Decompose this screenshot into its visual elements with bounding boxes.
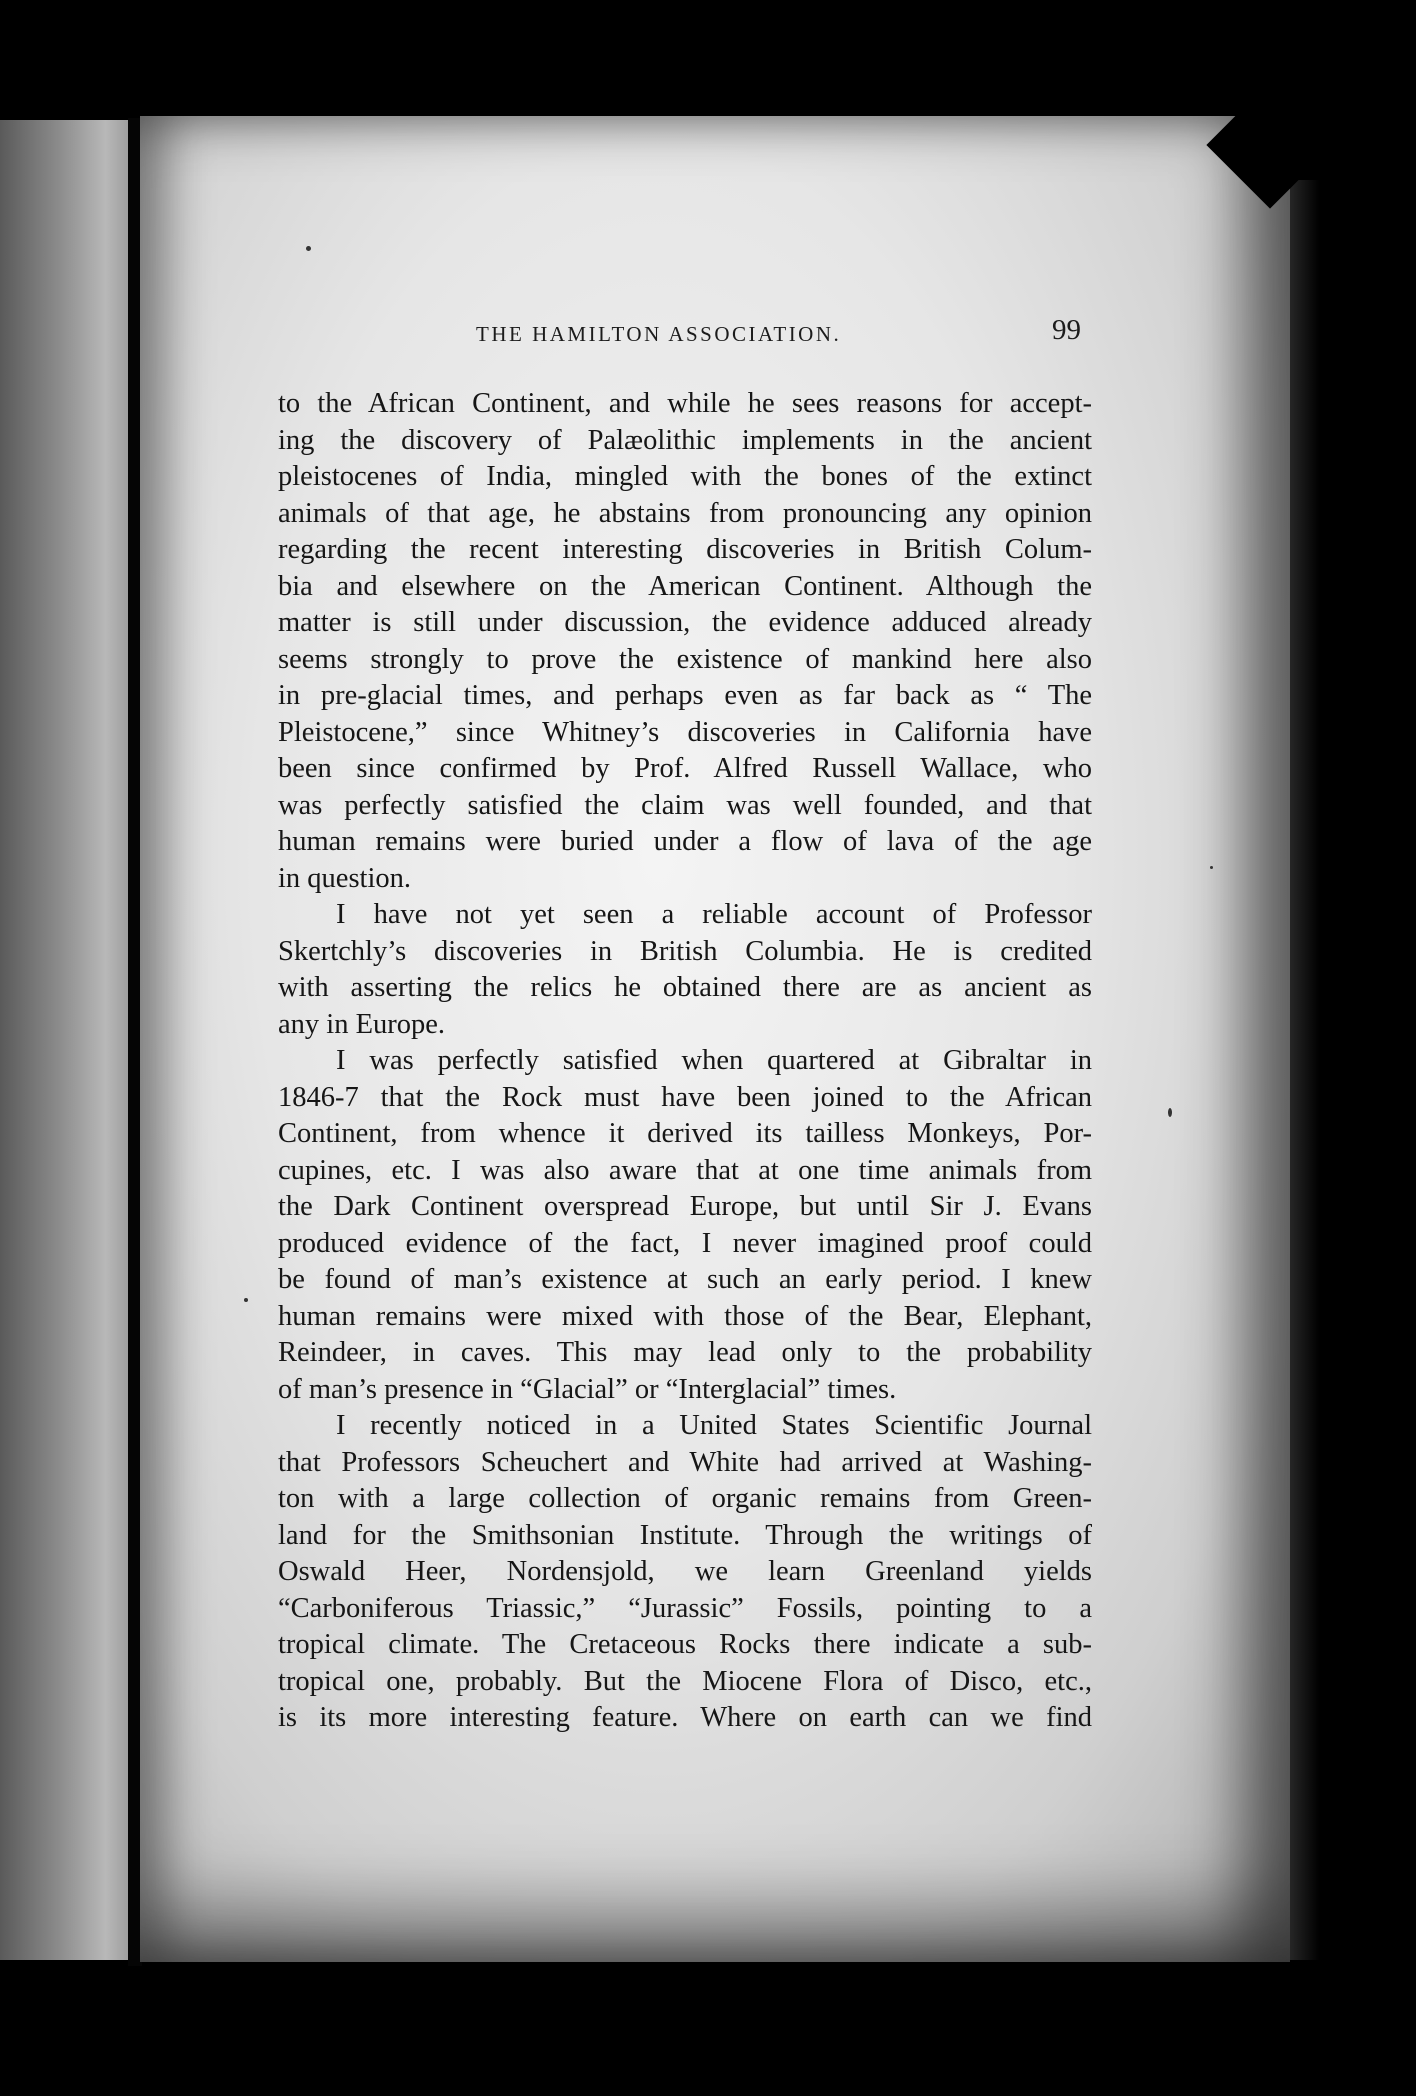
- text-line: ton with a large collection of organic remains from Green-: [278, 1483, 1092, 1514]
- text-line: be found of man’s existence at such an early period. I knew: [278, 1264, 1092, 1295]
- body-text: [278, 386, 1092, 1737]
- running-head: THE HAMILTON ASSOCIATION.: [476, 322, 842, 346]
- ink-speck: [1210, 866, 1213, 869]
- text-line: bia and elsewhere on the American Continent. Although the: [278, 570, 1092, 602]
- text-line: to the African Continent, and while he sees reasons for accept-: [278, 388, 1092, 419]
- text-line: 1846-7 that the Rock must have been joined to the African: [278, 1081, 1092, 1113]
- text-line: I was perfectly satisfied when quartered at Gibraltar in: [336, 1045, 1092, 1076]
- text-line: I recently noticed in a United States Scientific Journal: [336, 1410, 1092, 1441]
- text-line: matter is still under discussion, the evidence adduced already: [278, 607, 1092, 638]
- text-line: Pleistocene,” since Whitney’s discoveries in California have: [278, 716, 1092, 748]
- page-right-edge: [1290, 180, 1320, 1960]
- text-line: produced evidence of the fact, I never imagined proof could: [278, 1227, 1092, 1259]
- text-line: human remains were mixed with those of the Bear, Elephant,: [278, 1300, 1092, 1332]
- text-line: been since confirmed by Prof. Alfred Russell Wallace, who: [278, 753, 1092, 784]
- facing-page-edge: [0, 120, 132, 1960]
- text-line: that Professors Scheuchert and White had arrived at Washing-: [278, 1446, 1092, 1478]
- ink-speck: [1168, 1108, 1172, 1117]
- text-line: I have not yet seen a reliable account of Professor: [336, 899, 1092, 930]
- text-line: seems strongly to prove the existence of mankind here also: [278, 643, 1092, 675]
- text-line: the Dark Continent overspread Europe, but until Sir J. Evans: [278, 1191, 1092, 1222]
- text-line: of man’s presence in “Glacial” or “Interglacial” times.: [278, 1373, 897, 1405]
- text-line: human remains were buried under a flow of lava of the age: [278, 826, 1092, 857]
- text-line: any in Europe.: [278, 1008, 445, 1040]
- text-line: pleistocenes of India, mingled with the bones of the extinct: [278, 461, 1092, 492]
- ink-speck: [244, 1298, 248, 1302]
- text-line: is its more interesting feature. Where on earth can we find: [278, 1702, 1092, 1733]
- text-line: tropical one, probably. But the Miocene Flora of Disco, etc.,: [278, 1665, 1092, 1697]
- text-line: Skertchly’s discoveries in British Columbia. He is credited: [278, 935, 1092, 967]
- text-line: in pre-glacial times, and perhaps even as far back as “ The: [278, 680, 1092, 711]
- text-line: Oswald Heer, Nordensjold, we learn Greenland yields: [278, 1556, 1092, 1587]
- text-line: tropical climate. The Cretaceous Rocks there indicate a sub-: [278, 1629, 1092, 1660]
- text-line: in question.: [278, 862, 411, 894]
- text-line: Continent, from whence it derived its tailless Monkeys, Por-: [278, 1118, 1092, 1149]
- text-line: regarding the recent interesting discoveries in British Colum-: [278, 534, 1092, 565]
- ink-speck: [306, 246, 311, 251]
- text-line: Reindeer, in caves. This may lead only to the probability: [278, 1337, 1092, 1368]
- text-line: ing the discovery of Palæolithic implements in the ancient: [278, 424, 1092, 456]
- text-line: “Carboniferous Triassic,” “Jurassic” Fossils, pointing to a: [278, 1592, 1092, 1624]
- page-number: 99: [1052, 314, 1081, 346]
- text-line: cupines, etc. I was also aware that at one time animals from: [278, 1154, 1092, 1186]
- text-line: with asserting the relics he obtained there are as ancient as: [278, 972, 1092, 1003]
- text-line: animals of that age, he abstains from pronouncing any opinion: [278, 497, 1092, 529]
- text-line: was perfectly satisfied the claim was well founded, and that: [278, 789, 1092, 821]
- text-line: land for the Smithsonian Institute. Through the writings of: [278, 1519, 1092, 1551]
